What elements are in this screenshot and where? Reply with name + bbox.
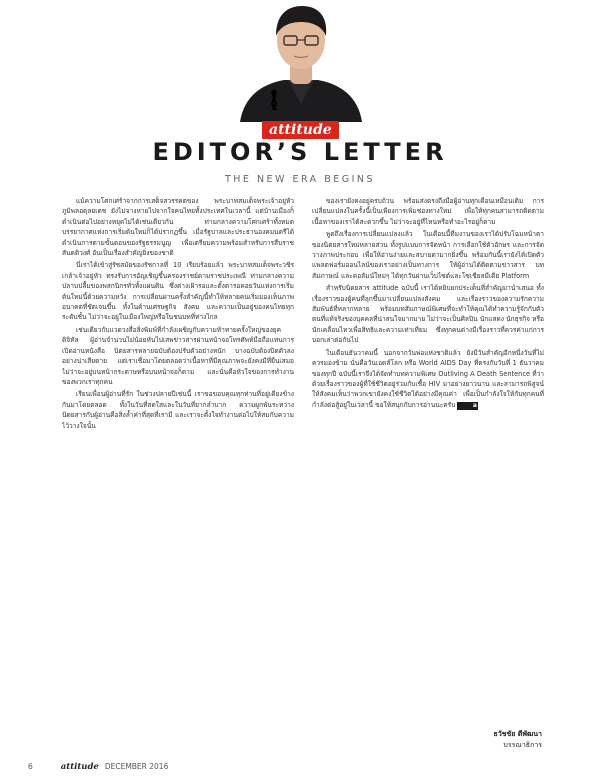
editor-name: ธวัชชัย ตีพัฒนา	[493, 730, 542, 738]
editor-portrait	[232, 0, 370, 122]
signature-block	[494, 729, 542, 751]
page-footer	[28, 762, 168, 772]
left-column	[62, 196, 294, 728]
footer-brand: attitude	[60, 762, 99, 772]
right-column	[312, 196, 544, 728]
paragraph: พูดถึงเรื่องการเปลี่ยนแปลงแล้ว ในเดือนนี้ทีมงานของเราได้ปรับโฉมหน้าตาของนิตยสารใหม่หลายส่วน ทั้งรูปแบบการจัดหน้า การเลือกใช้ตัวอักษร และการจัดวางภาพประกอบ เพื่อให้อ่านง่ายและสบายตามากยิ่งขึ้น พร้อมกันนี้เรายังได้เปิดตัวแพลตฟอร์มออนไลน์ของเราอย่างเป็นทางการ ให้ผู้อ่านได้ติดตามข่าวสาร บทสัมภาษณ์ และคอลัมน์ใหม่ๆ ได้ทุกวันผ่านเว็บไซต์และโซเชียลมีเดีย Platform	[312, 230, 544, 280]
paragraph: สำหรับนิตยสาร attitude ฉบับนี้ เราได้หยิบยกประเด็นที่สำคัญมานำเสนอ ทั้งเรื่องราวของผู้คนที่ลุกขึ้นมาเปลี่ยนแปลงสังคม และเรื่องราวของความรักความสัมพันธ์ที่หลากหลาย พร้อมบทสัมภาษณ์พิเศษที่จะทำให้คุณได้ทำความรู้จักกับตัวตนที่แท้จริงของบุคคลที่น่าสนใจมากมาย ไม่ว่าจะเป็นศิลปิน นักแสดง นักธุรกิจ หรือนักเคลื่อนไหวเพื่อสิทธิและความเท่าเทียม ซึ่งทุกคนต่างมีเรื่องราวที่ควรค่าแก่การบอกเล่าต่อกันไป	[312, 284, 544, 345]
article-body	[62, 196, 544, 728]
page-subtitle: THE NEW ERA BEGINS	[224, 174, 376, 185]
paragraph: ของเรายังคงอยู่ครบถ้วน พร้อมส่งตรงถึงมือผู้อ่านทุกเดือนเหมือนเดิม การเปลี่ยนแปลงในครั้งนี้เป็นเพียงการเพิ่มช่องทางใหม่ เพื่อให้ทุกคนสามารถติดตามเนื้อหาของเราได้สะดวกขึ้น ไม่ว่าจะอยู่ที่ไหนหรือทำอะไรอยู่ก็ตาม	[312, 197, 544, 226]
paragraph: เช่นเดียวกับแวดวงสื่อสิ่งพิมพ์ที่กำลังเผชิญกับความท้าทายครั้งใหญ่ของยุคดิจิทัล ผู้อ่านจำนวนไม่น้อยหันไปเสพข่าวสารผ่านหน้าจอโทรศัพท์มือถือแทนการเปิดอ่านหนังสือ นิตยสารหลายฉบับต้องปรับตัวอย่างหนัก บางฉบับต้องปิดตัวลงอย่างน่าเสียดาย แต่เราเชื่อมาโดยตลอดว่าเนื้อหาที่มีคุณภาพจะยังคงมีที่ยืนเสมอ ไม่ว่าจะอยู่บนหน้ากระดาษหรือบนหน้าจอก็ตาม และนั่นคือหัวใจของการทำงานของพวกเราทุกคน	[62, 325, 294, 386]
page-number: 6	[28, 762, 33, 771]
page-title: EDITOR’S LETTER	[152, 138, 448, 166]
paragraph-text: ในเดือนธันวาคมนี้ นอกจากวันพ่อแห่งชาติแล้ว ยังมีวันสำคัญอีกหนึ่งวันที่ไม่ควรมองข้าม นั่นคือวันเอดส์โลก หรือ World AIDS Day ที่ตรงกับวันที่ 1 ธันวาคมของทุกปี ฉบับนี้เราจึงได้จัดทำบทความพิเศษ Outliving A Death Sentence ที่ว่าด้วยเรื่องราวของผู้ที่ใช้ชีวิตอยู่ร่วมกับเชื้อ HIV มาอย่างยาวนาน และสามารถพิสูจน์ให้สังคมเห็นว่าพวกเขายังคงใช้ชีวิตได้อย่างมีคุณค่า เพื่อเป็นกำลังใจให้กับทุกคนที่กำลังต่อสู้อยู่ในเวลานี้ ขอให้สนุกกับการอ่านนะครับ	[312, 348, 544, 409]
paragraph: นี่เราได้เข้าสู่รัชสมัยของรัชกาลที่ 10 เรียบร้อยแล้ว พระบาทสมเด็จพระวชิรเกล้าเจ้าอยู่หัว ทรงรับการอัญเชิญขึ้นครองราชย์ตามราชประเพณี ท่ามกลางความปลาบปลื้มของพสกนิกรทั่วทั้งแผ่นดิน ซึ่งต่างเฝ้ารอและตั้งตารอคอยวันแห่งการเริ่มต้นใหม่นี้ด้วยความหวัง การเปลี่ยนผ่านครั้งสำคัญนี้ทำให้หลายคนเริ่มมองเห็นภาพอนาคตที่ชัดเจนขึ้น ทั้งในด้านเศรษฐกิจ สังคม และความเป็นอยู่ของคนไทยทุกระดับชั้น ไม่ว่าจะอยู่ในเมืองใหญ่หรือในชนบทที่ห่างไกล	[62, 261, 294, 322]
end-mark-icon: a	[457, 402, 478, 410]
editor-role: บรรณาธิการ	[503, 741, 542, 749]
paragraph: เรียนเพื่อนผู้อ่านที่รัก ในช่วงปลายปีเช่นนี้ เราขอขอบคุณทุกท่านที่อยู่เคียงข้างกันมาโดยตลอด ทั้งในวันที่สดใสและในวันที่ยากลำบาก ความผูกพันระหว่างนิตยสารกับผู้อ่านคือสิ่งล้ำค่าที่สุดที่เรามี และเราจะตั้งใจทำงานต่อไปให้สมกับความไว้วางใจนั้น	[62, 390, 294, 430]
attitude-logo-badge: attitude	[262, 121, 339, 139]
issue-date: DECEMBER 2016	[104, 762, 169, 771]
paragraph: แม้ความโศกเศร้าจากการเสด็จสวรรคตของ พระบาทสมเด็จพระเจ้าอยู่หัวภูมิพลอดุลยเดช ยังไม่จางหายไปจากใจคนไทยทั้งประเทศในเวลานี้ แต่บ้านเมืองก็ดำเนินต่อไปอย่างหยุดไม่ได้เช่นเดียวกัน ท่ามกลางความโศกเศร้าทั้งหมด บรรยากาศแห่งการเริ่มต้นใหม่ก็ได้ปรากฏขึ้น เมื่อรัฐบาลและประธานองคมนตรีได้ดำเนินการตามขั้นตอนของรัฐธรรมนูญ เพื่อเตรียมความพร้อมสำหรับการสืบราชสันตติวงศ์ อันเป็นเรื่องสำคัญยิ่งของชาติ	[62, 197, 294, 258]
paragraph-last	[312, 348, 544, 410]
